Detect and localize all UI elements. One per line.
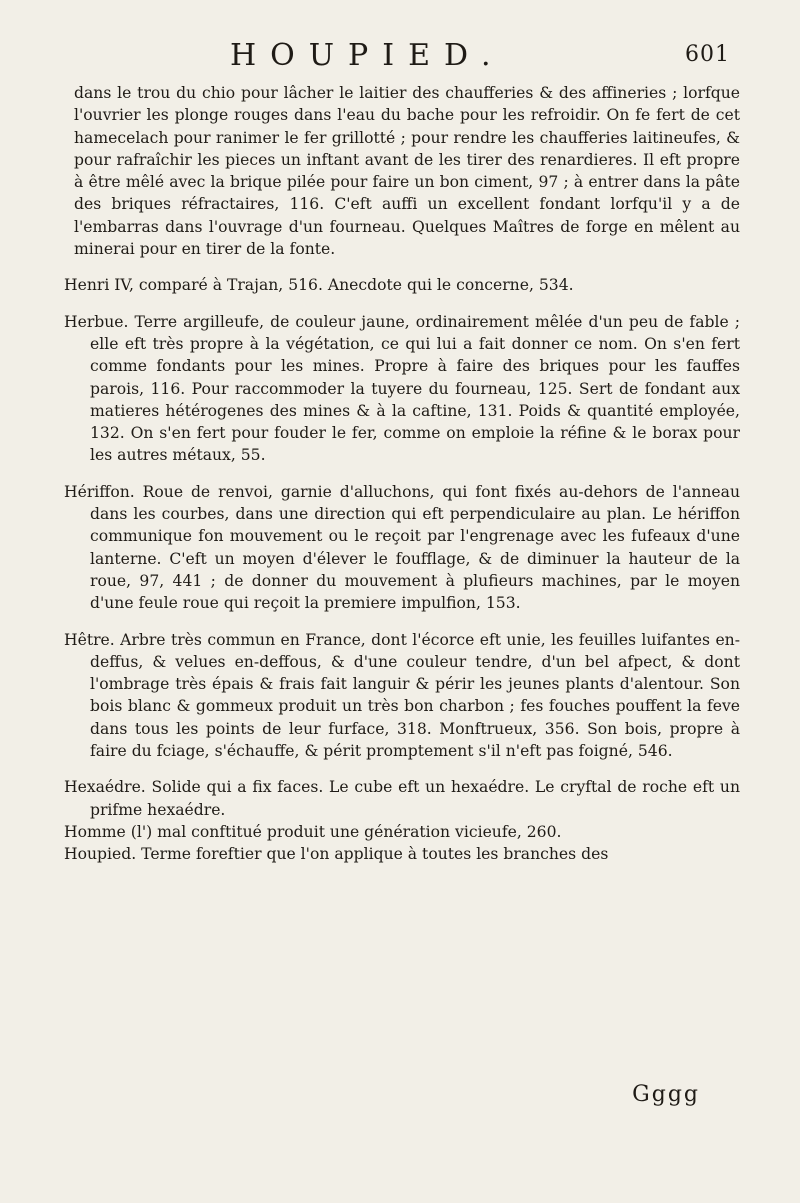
page-header (230, 38, 730, 78)
entry-hetre: Hêtre. Arbre très commun en France, dont l'écorce eft unie, les feuilles luifantes en-deffus, & velues en-deffous, & d'une couleur tendre, d'un bel afpect, & dont l'ombrage très épais & frais fait languir & périr les jeunes plants d'alentour. Son bois blanc & gommeux produit un très bon charbon ; fes fouches pouffent la feve dans tous les points de leur furface, 318. Monftrueux, 356. Son bois, propre à faire du fciage, s'échauffe, & périt promptement s'il n'eft pas foigné, 546. (64, 630, 740, 761)
printer-signature-mark: Gggg (632, 1082, 700, 1107)
entry-hexaedre: Hexaédre. Solide qui a fix faces. Le cube eft un hexaédre. Le cryftal de roche eft un prifme hexaédre. (64, 778, 740, 819)
entry-herisson: Hériffon. Roue de renvoi, garnie d'alluchons, qui font fixés au-dehors de l'anneau dans les courbes, dans une direction qui eft perpendiculaire au plan. Le hériffon communique fon mouvement ou le reçoit par l'engrenage avec les fufeaux d'une lanterne. C'eft un moyen d'élever le foufflage, & de diminuer la hauteur de la roue, 97, 441 ; de donner du mouvement à plufieurs machines, par le moyen d'une feule roue qui reçoit la premiere impulfion, 153. (64, 482, 740, 613)
entry-herbue: Herbue. Terre argilleufe, de couleur jaune, ordinairement mêlée d'un peu de fable ; elle eft très propre à la végétation, ce qui lui a fait donner ce nom. On s'en fert comme fondants pour les mines. Propre à faire des briques pour les fauffes parois, 116. Pour raccommoder la tuyere du fourneau, 125. Sert de fondant aux matieres hétérogenes des mines & à la caftine, 131. Poids & quantité employée, 132. On s'en fert pour fouder le fer, comme on emploie la réfine & le borax pour les autres métaux, 55. (64, 312, 740, 465)
entry-homme: Homme (l') mal conftitué produit une génération vicieufe, 260. (64, 822, 562, 841)
running-head: HOUPIED. (230, 38, 505, 73)
index-entries (64, 82, 740, 866)
entry-houpied: Houpied. Terme foreftier que l'on applique à toutes les branches des (64, 845, 609, 864)
entry-continuation: dans le trou du chio pour lâcher le laitier des chaufferies & des affineries ; lorfque l'ouvrier les plonge rouges dans l'eau du bache pour les refroidir. On fe fert de cet hamecelach pour ranimer le fer grillotté ; pour rendre les chaufferies laitineufes, & pour rafraîchir les pieces un inftant avant de les tirer des renardieres. Il eft propre à être mêlé avec la brique pilée pour faire un bon ciment, 97 ; à entrer dans la pâte des briques réfractaires, 116. C'eft auffi un excellent fondant lorfqu'il y a de l'embarras dans l'ouvrage d'un fourneau. Quelques Maîtres de forge en mêlent au minerai pour en tirer de la fonte. (74, 84, 740, 259)
entry-henri-iv: Henri IV, comparé à Trajan, 516. Anecdote qui le concerne, 534. (64, 276, 574, 295)
page-number: 601 (685, 42, 730, 67)
